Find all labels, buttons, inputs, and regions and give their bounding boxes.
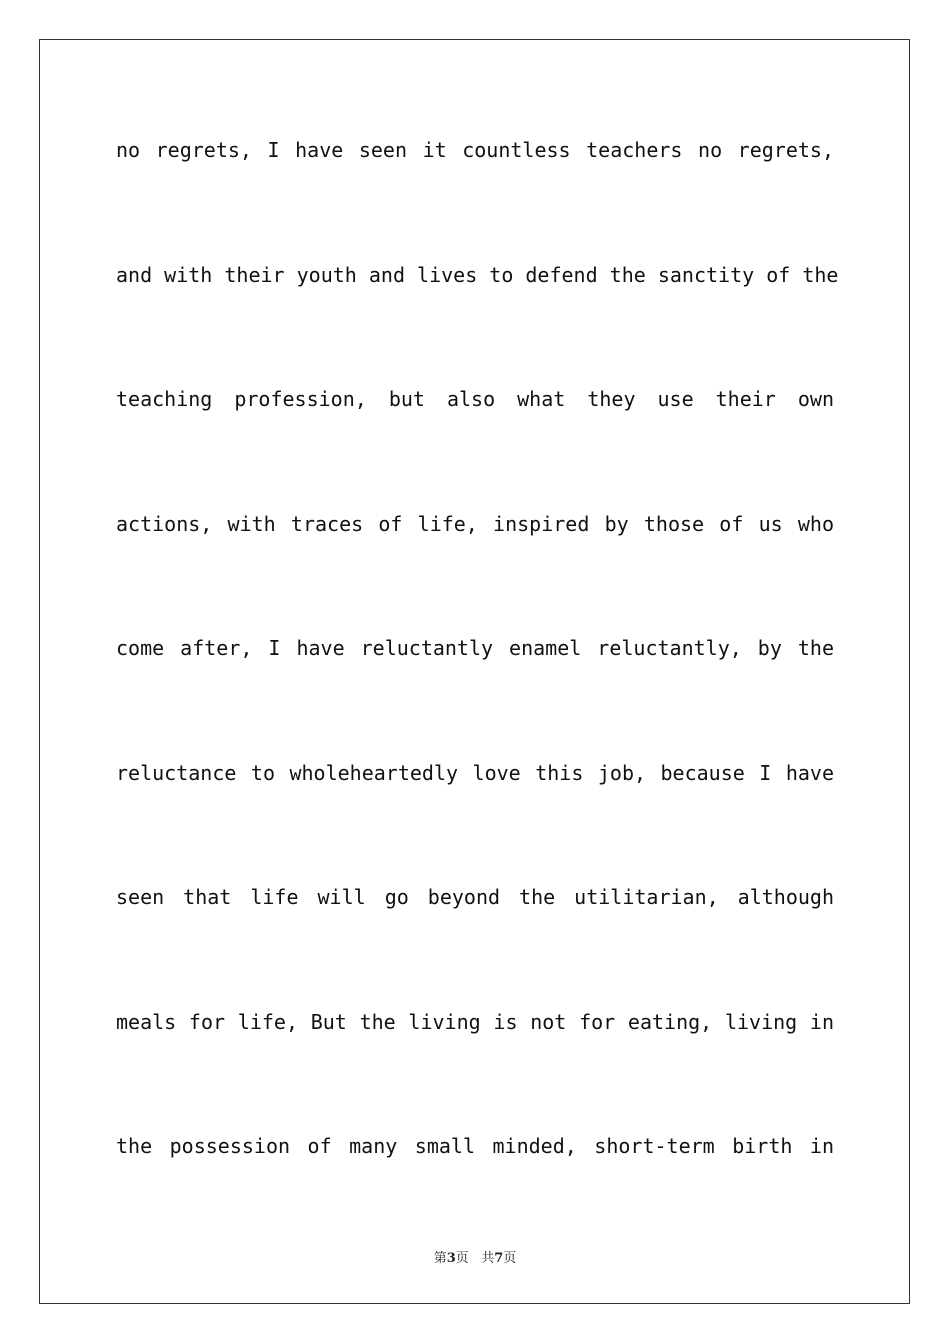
page-number-prefix: 第 [433, 1251, 447, 1266]
text-line: teaching profession, but also what they use their own [116, 387, 834, 411]
page-total-suffix: 页 [503, 1251, 517, 1266]
text-line: reluctance to wholeheartedly love this job, because I have [116, 760, 834, 785]
page-number-total: 7 [494, 1251, 504, 1266]
page-number-current: 3 [446, 1251, 456, 1266]
page-total-prefix: 共 [481, 1251, 495, 1266]
text-line: come after, I have reluctantly enamel reluctantly, by the [116, 636, 834, 660]
text-line: the possession of many small minded, short-term birth in [116, 1134, 834, 1158]
page-number-suffix: 页 [455, 1251, 469, 1266]
body-text [116, 133, 839, 1254]
page-footer [0, 1247, 950, 1266]
text-line: meals for life, But the living is not for eating, living in [116, 1009, 834, 1034]
text-line: no regrets, I have seen it countless teachers no regrets, [116, 138, 834, 162]
text-line: actions, with traces of life, inspired by those of us who [116, 511, 834, 536]
text-line: and with their youth and lives to defend the sanctity of the [116, 262, 839, 287]
text-line: seen that life will go beyond the utilitarian, although [116, 885, 834, 909]
